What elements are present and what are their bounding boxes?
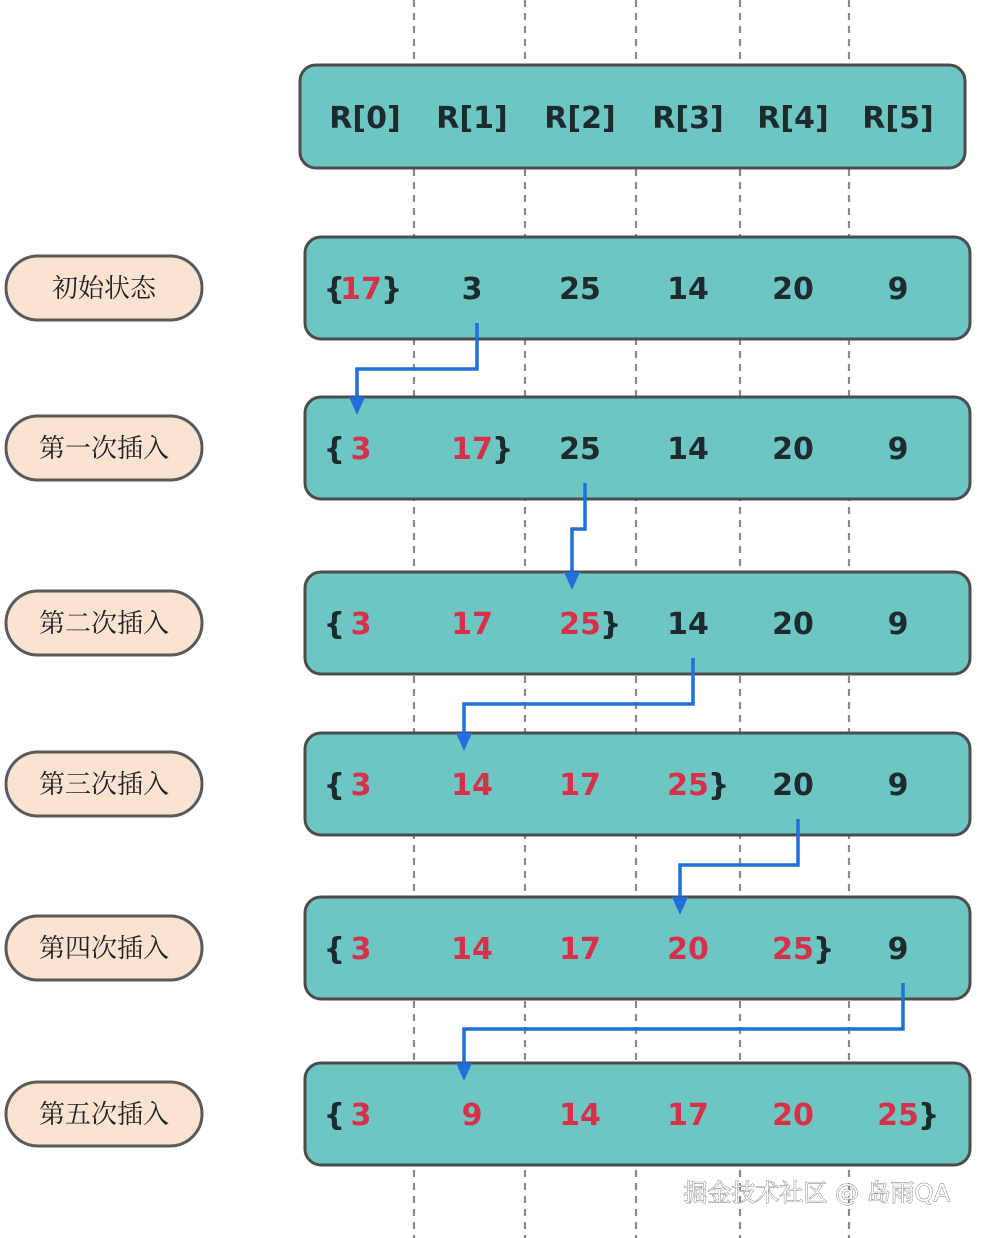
- unsorted-value: 20: [772, 432, 814, 467]
- sorted-region-open-brace: {: [323, 768, 345, 803]
- sorted-region-close-brace: }: [708, 768, 730, 803]
- array-state-box: [305, 1063, 970, 1165]
- step-label: 第一次插入: [38, 434, 170, 464]
- sort-step-row: [6, 1063, 970, 1165]
- unsorted-value: 20: [772, 272, 814, 307]
- sort-step-row: [6, 397, 970, 499]
- step-label: 第三次插入: [38, 770, 170, 800]
- sorted-value: 20: [772, 1098, 814, 1133]
- sort-step-row: [6, 897, 970, 999]
- unsorted-value: 25: [559, 432, 601, 467]
- unsorted-value: 9: [887, 272, 909, 307]
- sorted-value: 17: [451, 607, 493, 642]
- header-index-label: R[5]: [862, 101, 934, 136]
- sorted-value: 17: [667, 1098, 709, 1133]
- index-header: [300, 65, 965, 168]
- sorted-value: 20: [667, 932, 709, 967]
- unsorted-value: 14: [667, 607, 709, 642]
- step-label: 第四次插入: [38, 934, 170, 964]
- sorted-region-close-brace: }: [492, 432, 514, 467]
- sorted-value: 9: [461, 1098, 483, 1133]
- unsorted-value: 20: [772, 607, 814, 642]
- sorted-value: 25: [877, 1098, 919, 1133]
- sorted-value: 14: [451, 768, 493, 803]
- header-index-label: R[0]: [329, 101, 401, 136]
- unsorted-value: 20: [772, 768, 814, 803]
- sorted-value: 14: [559, 1098, 601, 1133]
- sorted-value: 17: [340, 272, 382, 307]
- header-index-label: R[4]: [757, 101, 829, 136]
- step-label: 第五次插入: [38, 1100, 170, 1130]
- header-index-label: R[3]: [652, 101, 724, 136]
- sort-step-row: [6, 733, 970, 835]
- header-index-label: R[1]: [436, 101, 508, 136]
- sort-steps: [6, 237, 970, 1165]
- sorted-value: 3: [350, 607, 372, 642]
- sort-step-row: [6, 237, 970, 339]
- sorted-value: 17: [451, 432, 493, 467]
- sorted-value: 17: [559, 768, 601, 803]
- sorted-region-open-brace: {: [323, 607, 345, 642]
- array-state-box: [305, 237, 970, 339]
- sorted-value: 14: [451, 932, 493, 967]
- unsorted-value: 25: [559, 272, 601, 307]
- sorted-value: 3: [350, 1098, 372, 1133]
- sort-step-row: [6, 572, 970, 674]
- sorted-value: 3: [350, 932, 372, 967]
- header-index-label: R[2]: [544, 101, 616, 136]
- sorted-region-open-brace: {: [323, 932, 345, 967]
- sorted-value: 25: [772, 932, 814, 967]
- unsorted-value: 9: [887, 607, 909, 642]
- step-label: 第二次插入: [38, 609, 170, 639]
- sorted-region-close-brace: }: [381, 272, 403, 307]
- unsorted-value: 9: [887, 932, 909, 967]
- unsorted-value: 9: [887, 768, 909, 803]
- unsorted-value: 3: [461, 272, 483, 307]
- sorted-value: 25: [667, 768, 709, 803]
- sorted-value: 3: [350, 768, 372, 803]
- unsorted-value: 14: [667, 432, 709, 467]
- unsorted-value: 9: [887, 432, 909, 467]
- sorted-region-close-brace: }: [600, 607, 622, 642]
- sorted-region-open-brace: {: [323, 272, 345, 307]
- unsorted-value: 14: [667, 272, 709, 307]
- sorted-value: 3: [350, 432, 372, 467]
- sorted-region-open-brace: {: [323, 1098, 345, 1133]
- sorted-value: 25: [559, 607, 601, 642]
- watermark: 掘金技术社区 @ 岛雨QA: [683, 1179, 950, 1207]
- sorted-region-close-brace: }: [918, 1098, 940, 1133]
- sorted-value: 17: [559, 932, 601, 967]
- array-state-box: [305, 397, 970, 499]
- array-state-box: [305, 897, 970, 999]
- array-state-box: [305, 572, 970, 674]
- sorted-region-close-brace: }: [813, 932, 835, 967]
- sorted-region-open-brace: {: [323, 432, 345, 467]
- array-state-box: [305, 733, 970, 835]
- step-label: 初始状态: [51, 274, 157, 304]
